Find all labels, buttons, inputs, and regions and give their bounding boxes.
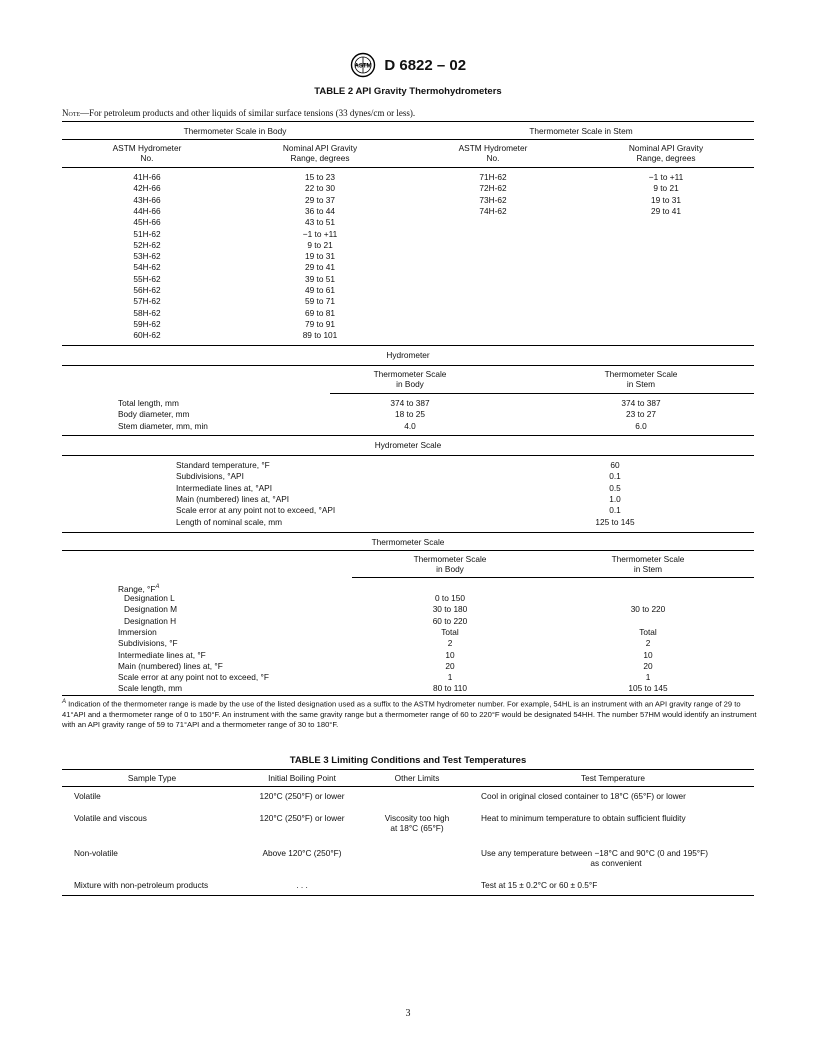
thermometer-scale-stem: 1: [645, 672, 651, 683]
note-text: —For petroleum products and other liquids of similar surface tensions (33 dynes/cm or less).: [80, 108, 416, 118]
t3-test-temperature: Heat to minimum temperature to obtain sufficient fluidity: [481, 813, 686, 823]
hydrometer-row-body: 18 to 25: [395, 409, 425, 420]
table2-bottom-rule: [62, 695, 754, 696]
body-hydrometer-no: 57H-62: [133, 296, 161, 307]
t3-initial-boiling-point: 120°C (250°F) or lower: [259, 813, 345, 823]
t3-test-temperature: Use any temperature between −18°C and 90°C (0 and 195°F): [481, 848, 708, 858]
t3-other-limits-line2: at 18°C (65°F): [390, 823, 444, 833]
hydrometer-scale-label: Length of nominal scale, mm: [176, 516, 283, 527]
astm-logo-icon: [350, 52, 376, 78]
thermometer-scale-body: 30 to 180: [432, 604, 468, 615]
hydrometer-title: Hydrometer: [386, 350, 430, 360]
body-scale-header: Thermometer Scale in Body: [183, 126, 287, 136]
body-hydrometer-no: 41H-66: [133, 172, 161, 182]
body-gravity-range: 29 to 41: [305, 262, 335, 273]
body-gravity-range: 89 to 101: [302, 330, 338, 341]
thermometer-scale-stem: 105 to 145: [628, 683, 668, 694]
thermometer-scale-body: 0 to 150: [435, 593, 465, 603]
thermometer-scale-body: 2: [447, 638, 453, 649]
thermometer-scale-label: Subdivisions, °F: [118, 638, 178, 649]
body-gravity-range: 36 to 44: [305, 205, 335, 216]
hydrometer-colhead-rule: [330, 393, 754, 394]
thermometer-scale-body: 20: [445, 660, 455, 671]
hydrometer-scale-label: Subdivisions, °API: [176, 471, 244, 482]
hydrometer-scale-title: Hydrometer Scale: [374, 440, 442, 450]
body-gravity-range: 29 to 37: [305, 194, 335, 205]
body-hydrometer-no: 58H-62: [133, 307, 161, 318]
body-gravity-range: 39 to 51: [305, 273, 335, 284]
hydrometer-scale-label: Intermediate lines at, °API: [176, 482, 273, 493]
table2-footnote: $^A$ Indication of the thermometer range is made by the use of the listed designation used as a suffix to the ASTM hydrometer number. For example, 54HL is an instrument with an API gravity range of 29 to 41°API and a thermometer range of 0 to 150°F. An instrument with the same gravity range but a thermometer range of 60 to 220°F would be designated 54HH. The number 57HM would identify an instrument with an API gravity range of 59 to 71°API and a thermometer range of 30 to 180°F.: [62, 699, 757, 729]
t3-test-temperature-line2: as convenient: [590, 858, 642, 868]
hydrometer-scale-value: 60: [610, 460, 620, 470]
stem-hydrometer-no: 71H-62: [479, 172, 507, 182]
thermometer-scale-body: 1: [447, 672, 453, 683]
col-range-stem: Nominal API Gravity Range, degrees: [628, 143, 704, 163]
t3-initial-boiling-point: . . .: [296, 880, 308, 890]
hydrometer-row-stem: 23 to 27: [626, 409, 656, 420]
t3-test-temperature: Cool in original closed container to 18°C (65°F) or lower: [481, 791, 686, 801]
thermometer-scale-top-rule: [62, 532, 754, 533]
hydrometer-scale-value: 125 to 145: [595, 516, 635, 527]
thermometer-scale-title-rule: [62, 550, 754, 551]
thermometer-scale-stem: 10: [643, 649, 653, 660]
stem-hydrometer-no: 72H-62: [479, 183, 507, 194]
stem-hydrometer-no: 73H-62: [479, 194, 507, 205]
hydrometer-scale-title-rule: [62, 455, 754, 456]
body-gravity-range: 19 to 31: [305, 251, 335, 262]
hydrometer-title-rule: [62, 365, 754, 366]
body-gravity-range: 49 to 61: [305, 285, 335, 295]
thermometer-scale-stem: 2: [645, 638, 651, 649]
standard-designation: D 6822 – 02: [384, 56, 467, 74]
table2-header-rule: [62, 139, 754, 140]
stem-gravity-range: 9 to 21: [653, 183, 679, 194]
t3-sample-type: Volatile: [74, 791, 101, 801]
t3-other-limits: Viscosity too high: [384, 813, 450, 823]
body-hydrometer-no: 45H-66: [133, 217, 161, 228]
stem-scale-header: Thermometer Scale in Stem: [529, 126, 633, 136]
stem-gravity-range: −1 to +11: [648, 172, 684, 182]
body-gravity-range: 15 to 23: [305, 172, 335, 182]
t3-sample-type: Mixture with non-petroleum products: [74, 880, 209, 890]
thermometer-scale-label: Main (numbered) lines at, °F: [118, 660, 223, 671]
t3-header-test-temp: Test Temperature: [581, 773, 645, 783]
t3-sample-type: Non-volatile: [74, 848, 118, 858]
thermometer-colhead-rule: [352, 577, 754, 578]
hydrometer-row-label: Body diameter, mm: [118, 409, 190, 420]
t3-test-temperature: Test at 15 ± 0.2°C or 60 ± 0.5°F: [481, 880, 598, 890]
t3-header-other-limits: Other Limits: [394, 773, 440, 783]
col-hydrometer-body: ASTM Hydrometer No.: [112, 143, 182, 163]
svg-text:ASTM: ASTM: [354, 63, 372, 70]
hydrometer-row-label: Total length, mm: [118, 398, 179, 408]
hydrometer-col-body: Thermometer Scale in Body: [373, 369, 447, 389]
stem-gravity-range: 19 to 31: [651, 194, 681, 205]
table2-colhead-rule: [62, 167, 754, 168]
hydrometer-scale-value: 1.0: [609, 493, 621, 504]
thermometer-scale-label: Designation L: [124, 593, 175, 603]
body-gravity-range: 79 to 91: [305, 318, 335, 329]
body-hydrometer-no: 56H-62: [133, 285, 161, 295]
table2-title: TABLE 2 API Gravity Thermohydrometers: [314, 86, 502, 97]
thermometer-scale-label: Intermediate lines at, °F: [118, 649, 206, 660]
thermometer-scale-label: Scale error at any point not to exceed, °F: [118, 672, 269, 683]
thermometer-scale-stem: 30 to 220: [630, 604, 666, 615]
thermometer-scale-label: Designation M: [124, 604, 178, 615]
thermometer-scale-body: 80 to 110: [433, 683, 467, 694]
body-hydrometer-no: 53H-62: [133, 251, 161, 262]
hydrometer-scale-value: 0.1: [609, 471, 621, 482]
hydrometer-row-stem: 6.0: [635, 420, 647, 431]
table3-bottom-rule: [62, 895, 754, 896]
thermometer-scale-stem: Total: [639, 626, 657, 637]
hydrometer-row-stem: 374 to 387: [621, 398, 661, 408]
body-gravity-range: 9 to 21: [307, 239, 333, 250]
stem-hydrometer-no: 74H-62: [479, 205, 507, 216]
body-hydrometer-no: 52H-62: [133, 239, 161, 250]
hydrometer-scale-value: 0.1: [609, 505, 621, 516]
hydrometer-scale-value: 0.5: [609, 482, 621, 493]
thermometer-scale-body: 10: [445, 649, 455, 660]
body-hydrometer-no: 42H-66: [133, 183, 161, 194]
body-hydrometer-no: 59H-62: [133, 318, 161, 329]
hydrometer-scale-label: Main (numbered) lines at, °API: [176, 493, 290, 504]
thermometer-scale-title: Thermometer Scale: [371, 537, 445, 547]
table3-title: TABLE 3 Limiting Conditions and Test Temperatures: [289, 755, 527, 766]
thermometer-scale-stem: 20: [643, 660, 653, 671]
body-gravity-range: 43 to 51: [305, 217, 335, 228]
table3-header-rule: [62, 786, 754, 787]
body-gravity-range: 22 to 30: [305, 183, 335, 194]
note-prefix: Note: [62, 108, 81, 118]
range-label: Range, °F$^A$: [118, 583, 160, 594]
page-number: 3: [405, 1008, 411, 1019]
col-hydrometer-stem: ASTM Hydrometer No.: [458, 143, 528, 163]
hydrometer-scale-label: Scale error at any point not to exceed, °API: [176, 505, 336, 516]
t3-header-sample-type: Sample Type: [127, 773, 177, 783]
thermometer-col-body: Thermometer Scale in Body: [413, 554, 487, 574]
body-hydrometer-no: 60H-62: [133, 330, 161, 341]
thermometer-scale-body: 60 to 220: [432, 615, 468, 626]
t3-header-ibp: Initial Boiling Point: [268, 773, 336, 783]
hydrometer-scale-label: Standard temperature, °F: [176, 460, 270, 470]
hydrometer-col-stem: Thermometer Scale in Stem: [604, 369, 678, 389]
hydrometer-row-body: 374 to 387: [390, 398, 430, 408]
table2-top-rule: [62, 121, 754, 122]
hydrometer-row-body: 4.0: [404, 420, 416, 431]
body-hydrometer-no: 44H-66: [133, 205, 161, 216]
body-gravity-range: 59 to 71: [305, 296, 335, 307]
body-gravity-range: 69 to 81: [305, 307, 335, 318]
body-hydrometer-no: 51H-62: [133, 228, 161, 239]
thermometer-col-stem: Thermometer Scale in Stem: [611, 554, 685, 574]
t3-sample-type: Volatile and viscous: [74, 813, 147, 823]
body-hydrometer-no: 55H-62: [133, 273, 161, 284]
thermometer-scale-body: Total: [441, 626, 459, 637]
hydrometer-row-label: Stem diameter, mm, min: [118, 420, 208, 431]
thermometer-scale-label: Scale length, mm: [118, 683, 183, 694]
col-range-body: Nominal API Gravity Range, degrees: [282, 143, 358, 163]
body-gravity-range: −1 to +11: [302, 228, 338, 239]
stem-gravity-range: 29 to 41: [651, 205, 681, 216]
table3-top-rule: [62, 769, 754, 770]
body-hydrometer-no: 54H-62: [133, 262, 161, 273]
table2-note: [62, 108, 415, 118]
thermometer-scale-label: Designation H: [124, 615, 177, 626]
hydrometer-scale-top-rule: [62, 435, 754, 436]
t3-initial-boiling-point: 120°C (250°F) or lower: [259, 791, 345, 801]
body-hydrometer-no: 43H-66: [133, 194, 161, 205]
t3-initial-boiling-point: Above 120°C (250°F): [262, 848, 342, 858]
document-header: [0, 52, 816, 78]
thermometer-scale-label: Immersion: [118, 626, 157, 637]
hydrometer-top-rule: [62, 345, 754, 346]
